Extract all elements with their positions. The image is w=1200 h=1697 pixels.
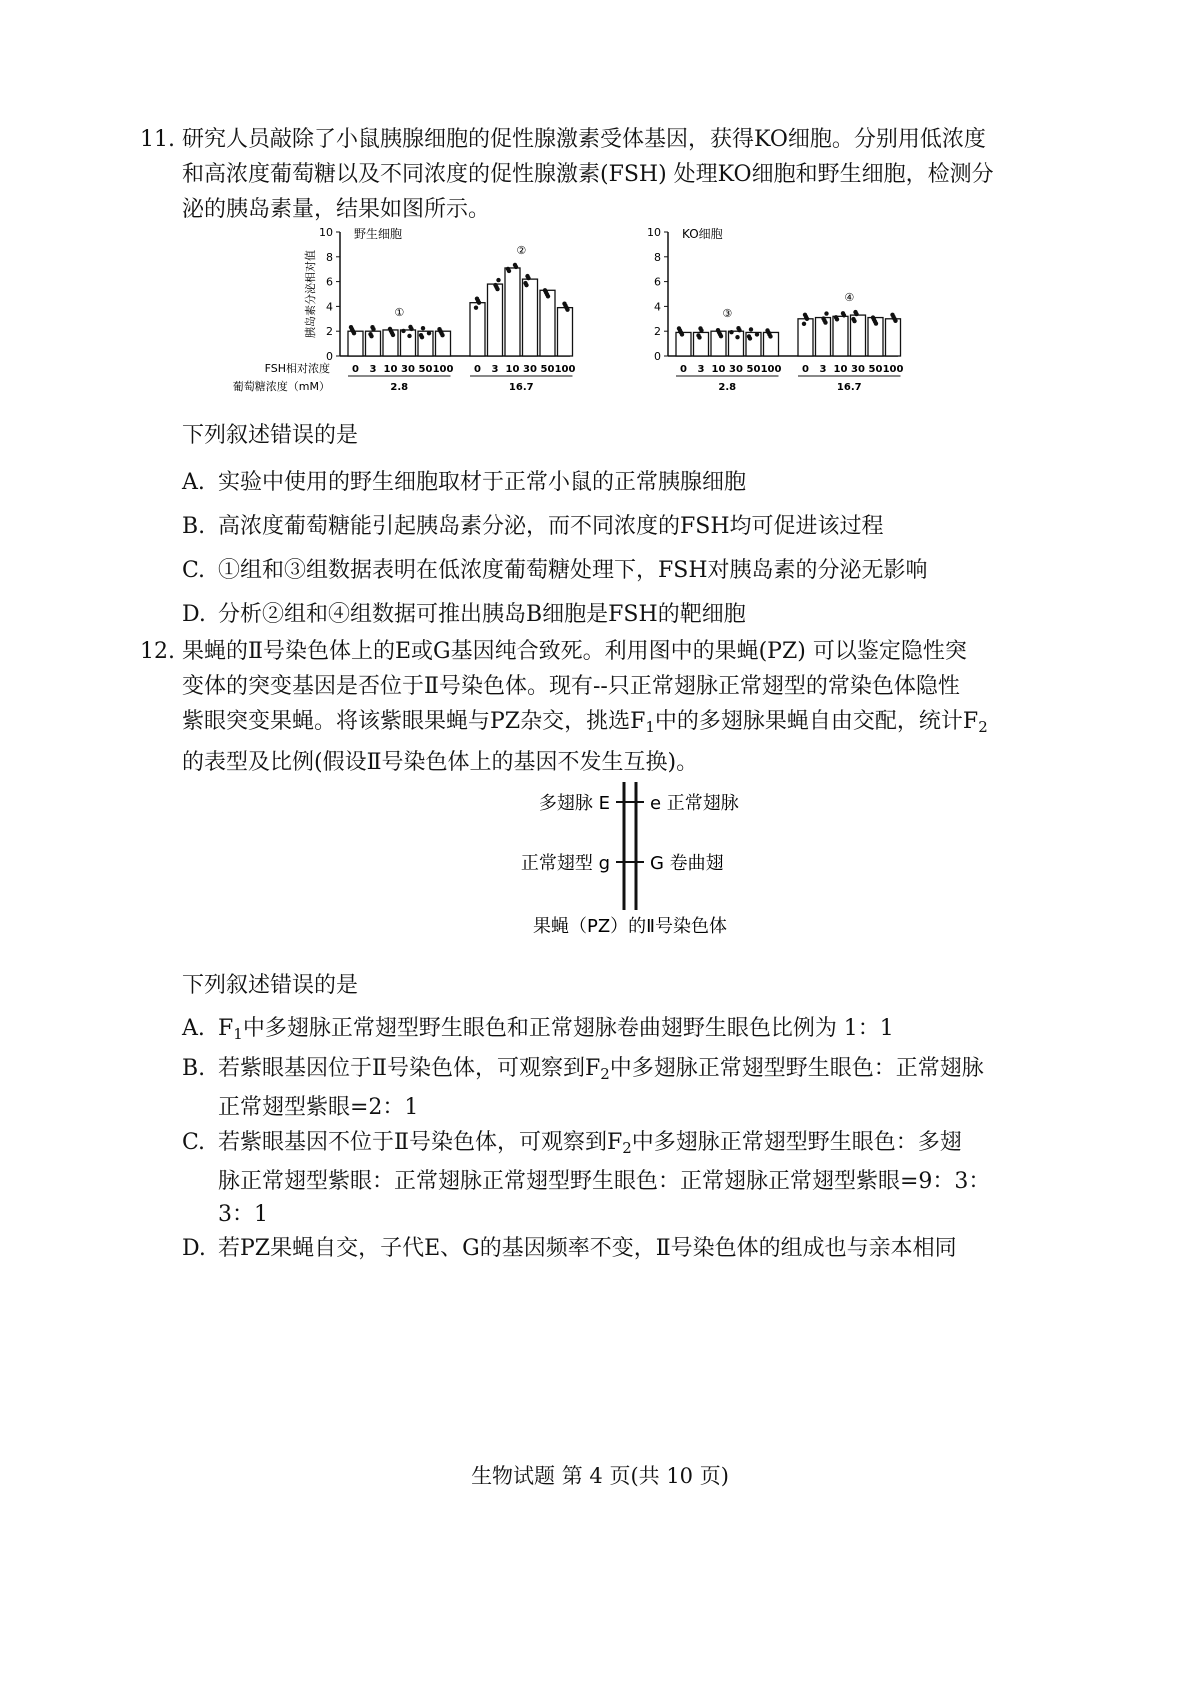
subscript: 2 bbox=[978, 718, 988, 736]
x-tick-label: 100 bbox=[882, 364, 904, 375]
option-d[interactable] bbox=[182, 1232, 957, 1265]
data-point bbox=[421, 326, 425, 330]
data-point bbox=[407, 334, 411, 338]
option-text: 中多翅脉正常翅型野生眼色：多翅 bbox=[631, 1130, 962, 1155]
subscript: 2 bbox=[600, 1065, 610, 1083]
data-point bbox=[507, 269, 511, 273]
x-tick-label: 30 bbox=[523, 364, 537, 375]
y-tick-label: 4 bbox=[326, 300, 333, 314]
x-tick-label: 3 bbox=[369, 364, 377, 375]
y-tick-label: 8 bbox=[654, 250, 661, 264]
data-point bbox=[768, 334, 772, 338]
group-label: 16.7 bbox=[836, 382, 862, 393]
data-point bbox=[427, 331, 431, 335]
data-point bbox=[352, 331, 356, 335]
allele-label-right-bottom: G 卷曲翅 bbox=[650, 853, 724, 874]
bar bbox=[886, 319, 901, 356]
option-c[interactable] bbox=[182, 554, 928, 587]
subscript: 1 bbox=[645, 718, 655, 736]
stem-text: 紫眼突变果蝇。将该紫眼果蝇与PZ杂交，挑选F bbox=[182, 709, 646, 734]
data-point bbox=[369, 334, 373, 338]
data-point bbox=[546, 294, 550, 298]
y-tick-label: 2 bbox=[654, 325, 661, 339]
option-label: D. bbox=[182, 1236, 206, 1261]
bar bbox=[558, 308, 573, 356]
x-tick-label: 50 bbox=[746, 364, 761, 375]
option-label: C. bbox=[182, 558, 206, 583]
data-point bbox=[852, 319, 856, 323]
data-point bbox=[755, 332, 759, 336]
data-point bbox=[524, 283, 528, 287]
x-tick-label: 0 bbox=[474, 364, 481, 375]
y-tick-label: 6 bbox=[654, 275, 661, 289]
y-tick-label: 8 bbox=[326, 250, 333, 264]
x-tick-label: 0 bbox=[802, 364, 809, 375]
option-text: 3：1 bbox=[218, 1202, 268, 1227]
data-point bbox=[737, 328, 741, 332]
option-text: 若PZ果蝇自交，子代E、G的基因频率不变，Ⅱ号染色体的组成也与亲本相同 bbox=[218, 1236, 957, 1261]
question-12 bbox=[140, 634, 1080, 780]
bar bbox=[729, 331, 744, 356]
x-tick-label: 30 bbox=[401, 364, 415, 375]
bar bbox=[816, 318, 831, 356]
stem-line: 变体的突变基因是否位于Ⅱ号染色体。现有--只正常翅脉正常翅型的常染色体隐性 bbox=[182, 674, 960, 699]
allele-label-right-top: e 正常翅脉 bbox=[650, 793, 739, 814]
x-tick-label: 100 bbox=[760, 364, 782, 375]
option-a[interactable] bbox=[182, 1012, 894, 1051]
bar bbox=[833, 316, 848, 356]
x-tick-label: 10 bbox=[833, 364, 848, 375]
x-tick-label: 50 bbox=[418, 364, 433, 375]
stem-line bbox=[182, 704, 1080, 745]
data-point bbox=[874, 321, 878, 325]
stem-line: 果蝇的Ⅱ号染色体上的E或G基因纯合致死。利用图中的果蝇(PZ) 可以鉴定隐性突 bbox=[182, 639, 967, 664]
data-point bbox=[748, 336, 752, 340]
data-point bbox=[893, 319, 897, 323]
diagram-caption: 果蝇（PZ）的Ⅱ号染色体 bbox=[532, 916, 728, 937]
question-prompt: 下列叙述错误的是 bbox=[182, 973, 359, 998]
option-text: 高浓度葡萄糖能引起胰岛素分泌，而不同浓度的FSH均可促进该过程 bbox=[218, 514, 884, 539]
question-number: 12. bbox=[140, 639, 175, 664]
bar bbox=[505, 268, 520, 356]
allele-label-left-bottom: 正常翅型 g bbox=[520, 853, 610, 874]
x-tick-label: 0 bbox=[680, 364, 687, 375]
stem-line: 的表型及比例(假设Ⅱ号染色体上的基因不发生互换)。 bbox=[182, 750, 699, 775]
data-point bbox=[420, 335, 424, 339]
bar bbox=[540, 290, 555, 356]
option-text: 脉正常翅型紫眼：正常翅脉正常翅型野生眼色：正常翅脉正常翅型紫眼=9：3： bbox=[218, 1169, 991, 1194]
x-tick-label: 30 bbox=[729, 364, 743, 375]
group-label: 2.8 bbox=[718, 382, 737, 393]
data-point bbox=[371, 327, 375, 331]
allele-label-left-top: 多翅脉 E bbox=[538, 793, 610, 814]
data-point bbox=[835, 317, 839, 321]
data-point bbox=[477, 300, 481, 304]
data-point bbox=[805, 317, 809, 321]
data-point bbox=[391, 333, 395, 337]
data-point bbox=[749, 327, 753, 331]
data-point bbox=[680, 332, 684, 336]
stem-line: 和高浓度葡萄糖以及不同浓度的促性腺激素(FSH) 处理KO细胞和野生细胞，检测分 bbox=[182, 162, 994, 187]
option-b[interactable] bbox=[182, 510, 884, 543]
option-text: ①组和③组数据表明在低浓度葡萄糖处理下，FSH对胰岛素的分泌无影响 bbox=[218, 558, 928, 583]
question-11 bbox=[140, 122, 1080, 227]
bar bbox=[470, 303, 485, 356]
data-point bbox=[496, 278, 500, 282]
group-label: 2.8 bbox=[390, 382, 409, 393]
option-label: A. bbox=[182, 1016, 205, 1041]
option-text: 若紫眼基因位于Ⅱ号染色体，可观察到F bbox=[218, 1056, 601, 1081]
data-point bbox=[526, 276, 530, 280]
x-tick-label: 10 bbox=[505, 364, 520, 375]
y-tick-label: 4 bbox=[654, 300, 661, 314]
option-label: C. bbox=[182, 1130, 206, 1155]
x-tick-label: 3 bbox=[697, 364, 705, 375]
data-point bbox=[495, 287, 499, 291]
stem-line: 研究人员敲除了小鼠胰腺细胞的促性腺激素受体基因，获得KO细胞。分别用低浓度 bbox=[182, 127, 986, 152]
data-point bbox=[565, 307, 569, 311]
group-annotation: ② bbox=[516, 243, 527, 257]
option-b[interactable] bbox=[182, 1052, 984, 1124]
data-point bbox=[699, 328, 703, 332]
option-d[interactable] bbox=[182, 598, 746, 631]
x-tick-label: 10 bbox=[383, 364, 398, 375]
data-point bbox=[401, 329, 405, 333]
option-text: 中多翅脉正常翅型野生眼色：正常翅脉 bbox=[609, 1056, 984, 1081]
option-text: 若紫眼基因不位于Ⅱ号染色体，可观察到F bbox=[218, 1130, 623, 1155]
y-tick-label: 10 bbox=[319, 226, 333, 239]
option-a[interactable] bbox=[182, 466, 746, 499]
data-point bbox=[514, 265, 518, 269]
y-tick-label: 0 bbox=[326, 350, 333, 363]
question-stem bbox=[182, 634, 1080, 780]
x-tick-label: 3 bbox=[491, 364, 499, 375]
option-text: 正常翅型紫眼=2：1 bbox=[218, 1095, 419, 1120]
page-footer: 生物试题 第 4 页(共 10 页) bbox=[471, 1464, 729, 1488]
option-text: 分析②组和④组数据可推出胰岛B细胞是FSH的靶细胞 bbox=[218, 602, 746, 627]
data-point bbox=[440, 333, 444, 337]
group-label: 16.7 bbox=[508, 382, 534, 393]
option-text: 实验中使用的野生细胞取材于正常小鼠的正常胰腺细胞 bbox=[218, 470, 747, 495]
x-tick-label: 100 bbox=[554, 364, 576, 375]
data-point bbox=[842, 313, 846, 317]
question-prompt: 下列叙述错误的是 bbox=[182, 423, 359, 448]
x-tick-label: 3 bbox=[819, 364, 827, 375]
option-text: F bbox=[218, 1016, 234, 1041]
bar bbox=[488, 284, 503, 356]
y-axis-label: 胰岛素分泌相对值 bbox=[304, 250, 317, 338]
y-tick-label: 10 bbox=[647, 226, 661, 239]
y-tick-label: 6 bbox=[326, 275, 333, 289]
data-point bbox=[729, 330, 733, 334]
group-annotation: ③ bbox=[722, 307, 733, 321]
x-tick-label: 100 bbox=[432, 364, 454, 375]
stem-line: 泌的胰岛素量，结果如图所示。 bbox=[182, 197, 491, 222]
subscript: 1 bbox=[233, 1025, 243, 1043]
data-point bbox=[854, 312, 858, 316]
group-annotation: ④ bbox=[844, 291, 855, 305]
option-label: A. bbox=[182, 470, 205, 495]
chromosome-diagram bbox=[480, 782, 780, 962]
option-text: 中多翅脉正常翅型野生眼色和正常翅脉卷曲翅野生眼色比例为 1：1 bbox=[242, 1016, 894, 1041]
data-point bbox=[697, 335, 701, 339]
bar bbox=[401, 330, 416, 356]
x-axis-label: 葡萄糖浓度（mM） bbox=[232, 380, 330, 393]
bar bbox=[348, 331, 363, 356]
question-stem bbox=[182, 122, 1080, 227]
x-tick-label: 30 bbox=[851, 364, 865, 375]
data-point bbox=[802, 322, 806, 326]
chart-title: 野生细胞 bbox=[354, 227, 403, 241]
x-axis-label: FSH相对浓度 bbox=[264, 362, 330, 375]
option-label: D. bbox=[182, 602, 206, 627]
option-label: B. bbox=[182, 1056, 206, 1081]
data-point bbox=[735, 335, 739, 339]
option-label: B. bbox=[182, 514, 206, 539]
data-point bbox=[823, 320, 827, 324]
group-annotation: ① bbox=[394, 305, 405, 319]
option-c[interactable] bbox=[182, 1126, 990, 1231]
x-tick-label: 50 bbox=[540, 364, 555, 375]
insulin-bar-chart-figure bbox=[232, 222, 970, 412]
x-tick-label: 10 bbox=[711, 364, 726, 375]
data-point bbox=[719, 334, 723, 338]
bar bbox=[523, 279, 538, 356]
y-tick-label: 0 bbox=[654, 350, 661, 363]
data-point bbox=[474, 305, 478, 309]
subscript: 2 bbox=[622, 1139, 632, 1157]
stem-text: 中的多翅脉果蝇自由交配，统计F bbox=[654, 709, 979, 734]
x-tick-label: 50 bbox=[868, 364, 883, 375]
y-tick-label: 2 bbox=[326, 325, 333, 339]
question-number: 11. bbox=[140, 127, 175, 152]
data-point bbox=[409, 327, 413, 331]
data-point bbox=[824, 311, 828, 315]
chart-title: KO细胞 bbox=[682, 227, 723, 241]
x-tick-label: 0 bbox=[352, 364, 359, 375]
